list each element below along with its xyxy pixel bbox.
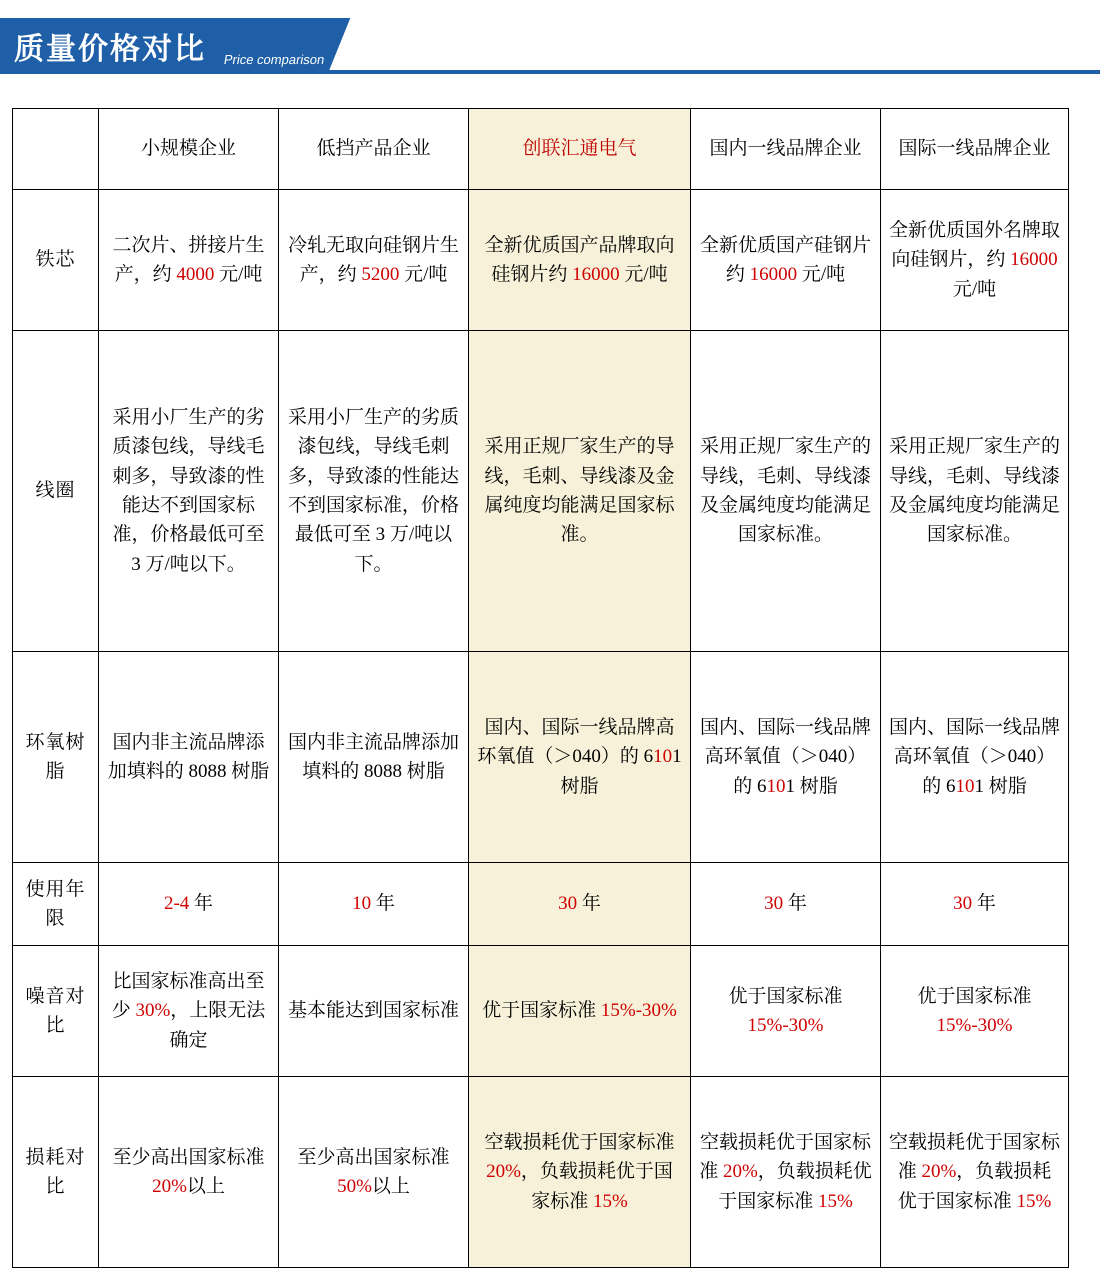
cell-5-4: 空载损耗优于国家标准 20%，负载损耗优于国家标准 15% (881, 1077, 1069, 1268)
table-row (13, 652, 1069, 863)
cell-1-1: 采用小厂生产的劣质漆包线，导线毛刺多，导致漆的性能达不到国家标准，价格最低可至 3 万/吨以下。 (279, 331, 469, 652)
cell-0-2: 全新优质国产品牌取向硅钢片约 16000 元/吨 (469, 190, 691, 331)
table-row (13, 863, 1069, 946)
cell-0-4: 全新优质国外名牌取向硅钢片，约 16000 元/吨 (881, 190, 1069, 331)
cell-4-0: 比国家标准高出至少 30%，上限无法确定 (99, 946, 279, 1077)
row-label-2: 环氧树脂 (13, 652, 99, 863)
row-label-1: 线圈 (13, 331, 99, 652)
cell-5-2: 空载损耗优于国家标准 20%，负载损耗优于国家标准 15% (469, 1077, 691, 1268)
table-row (13, 1077, 1069, 1268)
page-header (0, 0, 1100, 86)
cell-4-4: 优于国家标准 15%-30% (881, 946, 1069, 1077)
cell-3-0: 2-4 年 (99, 863, 279, 946)
table-body (13, 190, 1069, 1268)
cell-4-3: 优于国家标准 15%-30% (691, 946, 881, 1077)
column-header-0: 小规模企业 (99, 109, 279, 190)
cell-2-0: 国内非主流品牌添加填料的 8088 树脂 (99, 652, 279, 863)
row-label-3: 使用年限 (13, 863, 99, 946)
column-header-2: 创联汇通电气 (469, 109, 691, 190)
cell-4-1: 基本能达到国家标准 (279, 946, 469, 1077)
comparison-table (12, 108, 1069, 1268)
corner-cell (13, 109, 99, 190)
cell-3-1: 10 年 (279, 863, 469, 946)
page-title: 质量价格对比 (14, 33, 206, 66)
cell-1-3: 采用正规厂家生产的导线，毛刺、导线漆及金属纯度均能满足国家标准。 (691, 331, 881, 652)
cell-3-2: 30 年 (469, 863, 691, 946)
cell-5-3: 空载损耗优于国家标准 20%，负载损耗优于国家标准 15% (691, 1077, 881, 1268)
table-row (13, 190, 1069, 331)
cell-0-0: 二次片、拼接片生产，约 4000 元/吨 (99, 190, 279, 331)
cell-5-1: 至少高出国家标准 50%以上 (279, 1077, 469, 1268)
cell-2-3: 国内、国际一线品牌高环氧值（＞040）的 6101 树脂 (691, 652, 881, 863)
cell-0-3: 全新优质国产硅钢片约 16000 元/吨 (691, 190, 881, 331)
cell-4-2: 优于国家标准 15%-30% (469, 946, 691, 1077)
cell-1-2: 采用正规厂家生产的导线，毛刺、导线漆及金属纯度均能满足国家标准。 (469, 331, 691, 652)
cell-0-1: 冷轧无取向硅钢片生产，约 5200 元/吨 (279, 190, 469, 331)
cell-2-4: 国内、国际一线品牌高环氧值（＞040）的 6101 树脂 (881, 652, 1069, 863)
table-header-row-group (13, 109, 1069, 190)
column-header-4: 国际一线品牌企业 (881, 109, 1069, 190)
table-row (13, 331, 1069, 652)
cell-5-0: 至少高出国家标准 20%以上 (99, 1077, 279, 1268)
table-row (13, 946, 1069, 1077)
cell-1-0: 采用小厂生产的劣质漆包线，导线毛刺多，导致漆的性能达不到国家标准，价格最低可至 3 万/吨以下。 (99, 331, 279, 652)
row-label-5: 损耗对比 (13, 1077, 99, 1268)
row-label-4: 噪音对比 (13, 946, 99, 1077)
cell-1-4: 采用正规厂家生产的导线，毛刺、导线漆及金属纯度均能满足国家标准。 (881, 331, 1069, 652)
column-header-1: 低挡产品企业 (279, 109, 469, 190)
cell-2-2: 国内、国际一线品牌高环氧值（＞040）的 6101 树脂 (469, 652, 691, 863)
cell-3-3: 30 年 (691, 863, 881, 946)
column-header-3: 国内一线品牌企业 (691, 109, 881, 190)
cell-2-1: 国内非主流品牌添加填料的 8088 树脂 (279, 652, 469, 863)
row-label-0: 铁芯 (13, 190, 99, 331)
cell-3-4: 30 年 (881, 863, 1069, 946)
table-header-row (13, 109, 1069, 190)
page-subtitle: Price comparison (222, 52, 326, 67)
comparison-table-wrapper (12, 108, 1068, 1268)
